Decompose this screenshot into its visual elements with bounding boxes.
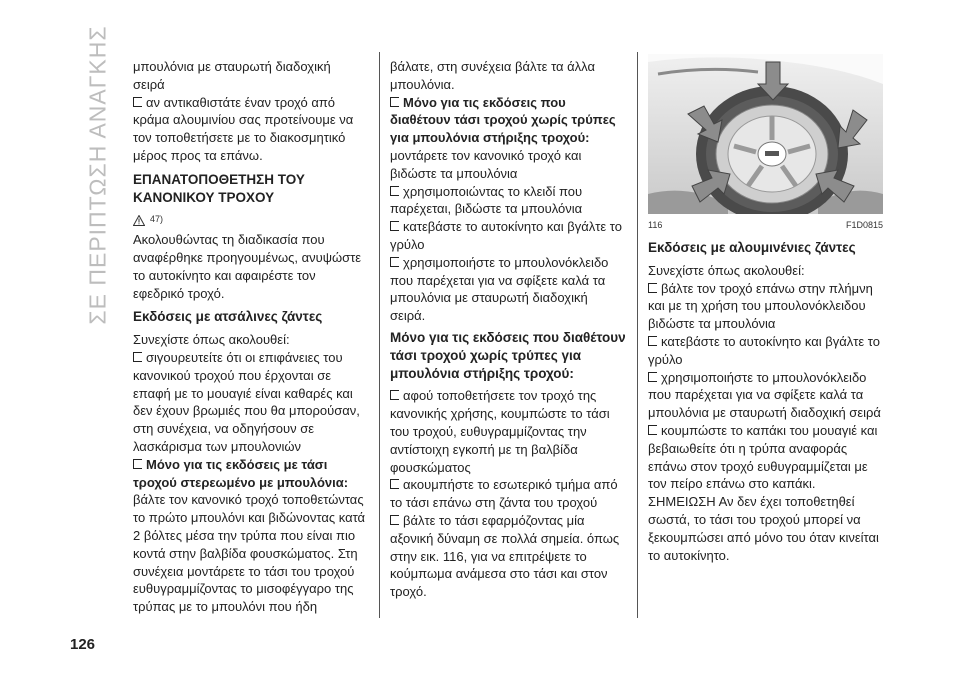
warning-ref-number: 47) (150, 214, 164, 225)
bullet-lower-car: κατεβάστε το αυτοκίνητο και βγάλτε το γρύλο (390, 218, 626, 254)
section-heading-no-holes: Μόνο για τις εκδόσεις που διαθέτουν τάσι τροχού χωρίς τρύπες για μπουλόνια στήριξης τροχού: (390, 329, 626, 381)
wheel-hubcap-illustration (648, 54, 883, 214)
column-divider-left (379, 52, 380, 618)
page-number: 126 (70, 636, 96, 653)
bullet-screw-bolts: χρησιμοποιώντας το κλειδί που παρέχεται, βιδώστε τα μπουλόνια (390, 183, 626, 219)
figure-caption (648, 217, 883, 235)
bullet-no-holes-hubcap (390, 94, 626, 183)
section-heading-refit: ΕΠΑΝΑΤΟΠΟΘΕΤΗΣΗ ΤΟΥ ΚΑΝΟΝΙΚΟΥ ΤΡΟΧΟΥ (133, 171, 305, 205)
column-3 (648, 58, 883, 564)
bullet-no-holes-hubcap-text: μοντάρετε τον κανονικό τροχό και βιδώστε τα μπουλόνια (390, 147, 582, 181)
intro-line-1: μπουλόνια με σταυρωτή διαδοχική (133, 59, 331, 74)
column-2 (390, 58, 626, 601)
side-section-title-text: ΣΕ ΠΕΡΙΠΤΩΣΗ ΑΝΑΓΚΗΣ (84, 25, 111, 325)
bullet-tighten-bolts: χρησιμοποιήστε το μπουλονόκλειδο που παρέχεται για να σφίξετε καλά τα μπουλόνια με σταυρωτή διαδοχική σειρά. (390, 254, 626, 325)
warning-reference (133, 211, 369, 229)
wheel-illustration (648, 54, 883, 214)
bullet-clean-surfaces: σιγουρευτείτε ότι οι επιφάνειες του κανονικού τροχού που έρχονται σε επαφή με το μουαγιέ είναι καθαρές και δεν έχουν βρωμιές που θα μπορούσαν, στη συνέχεια, να οδηγήσουν σε λασκάρισμα των μπουλονιών (133, 349, 369, 456)
bullet-mount-wheel: βάλτε τον τροχό επάνω στην πλήμνη και με τη χρήση του μπουλονόκλειδου βιδώστε τα μπουλόνια (648, 280, 883, 333)
section-heading-steel: Εκδόσεις με ατσάλινες ζάντες (133, 309, 323, 325)
note-paragraph: ΣΗΜΕΙΩΣΗ Αν δεν έχει τοποθετηθεί σωστά, το τάσι του τροχού μπορεί να ξεκουμπώσει από μόνο του όταν κινείται το αυτοκίνητο. (648, 494, 879, 563)
intro-continuation: βάλατε, στη συνέχεια βάλτε τα άλλα μπουλόνια. (390, 59, 595, 92)
column-divider-right (637, 52, 638, 618)
figure-116 (648, 54, 883, 237)
bullet-rest-hubcap: ακουμπήστε το εσωτερικό τμήμα από το τάσι επάνω στη ζάντα του τροχού (390, 476, 626, 512)
bullet-bolted-hubcap-text: βάλτε τον κανονικό τροχό τοποθετώντας το πρώτο μπουλόνι και βιδώνοντας κατά 2 βόλτες μέσα την τρύπα που είναι πιο κοντά στην βαλβίδα φουσκώματος. Στη συνέχεια μοντάρετε το τάσι του τροχού ευθυγραμμίζοντας το μισοφέγγαρο της τρύπας με το μπουλόνι που ήδη (133, 492, 366, 615)
bullet-fit-hubcap: βάλτε το τάσι εφαρμόζοντας μία αξονική δύναμη σε πολλά σημεία. όπως στην εικ. 116, για να επιτρέψετε το κούμπωμα ανάμεσα στο τάσι και στον τροχό. (390, 512, 626, 601)
bullet-lower-car-alloy: κατεβάστε το αυτοκίνητο και βγάλτε το γρύλο (648, 333, 883, 369)
paragraph-continue: Συνεχίστε όπως ακολουθεί: (133, 332, 290, 348)
section-heading-alloy: Εκδόσεις με αλουμινένιες ζάντες (648, 240, 856, 255)
figure-number: 116 (648, 220, 663, 230)
figure-code: F1D0815 (845, 220, 883, 230)
intro-line-2: σειρά (133, 76, 165, 92)
bullet-tighten-alloy: χρησιμοποιήστε το μπουλονόκλειδο που παρέχεται για να σφίξετε καλά τα μπουλόνια με σταυρωτή διαδοχική σειρά (648, 369, 883, 422)
bullet-hub-cap: κουμπώστε το καπάκι του μουαγιέ και βεβαιωθείτε ότι η τρύπα αναφοράς επάνω στον τροχό ευθυγραμμίζεται με τον πείρο επάνω στο καπάκι. (648, 422, 883, 493)
side-section-title (78, 25, 118, 325)
bullet-alloy-wheel: αν αντικαθιστάτε έναν τροχό από κράμα αλουμινίου σας προτείνουμε να τον τοποθετήσετε με το διακοσμητικό μέρος προς τα επάνω. (133, 94, 369, 165)
column-1 (133, 58, 369, 616)
warning-triangle-icon (133, 215, 145, 226)
paragraph-continue-alloy: Συνεχίστε όπως ακολουθεί: (648, 262, 805, 278)
paragraph-lift-car: Ακολουθώντας τη διαδικασία που αναφέρθηκε προηγουμένως, ανυψώστε το αυτοκίνητο και αφαιρέστε τον εφεδρικό τροχό. (133, 232, 362, 301)
bullet-no-holes-hubcap-bold: Μόνο για τις εκδόσεις που διαθέτουν τάσι τροχού χωρίς τρύπες για μπουλόνια στήριξης τροχού: (390, 94, 616, 146)
bullet-bolted-hubcap (133, 456, 369, 616)
bullet-clip-hubcap: αφού τοποθετήσετε τον τροχό της κανονικής χρήσης, κουμπώστε το τάσι του τροχού, ευθυγραμμίζοντας την αντίστοιχη εγκοπή με τη βαλβίδα φουσκώματος (390, 387, 626, 476)
bullet-bolted-hubcap-bold: Μόνο για τις εκδόσεις με τάσι τροχού στερεωμένο με μπουλόνια: (133, 456, 349, 490)
